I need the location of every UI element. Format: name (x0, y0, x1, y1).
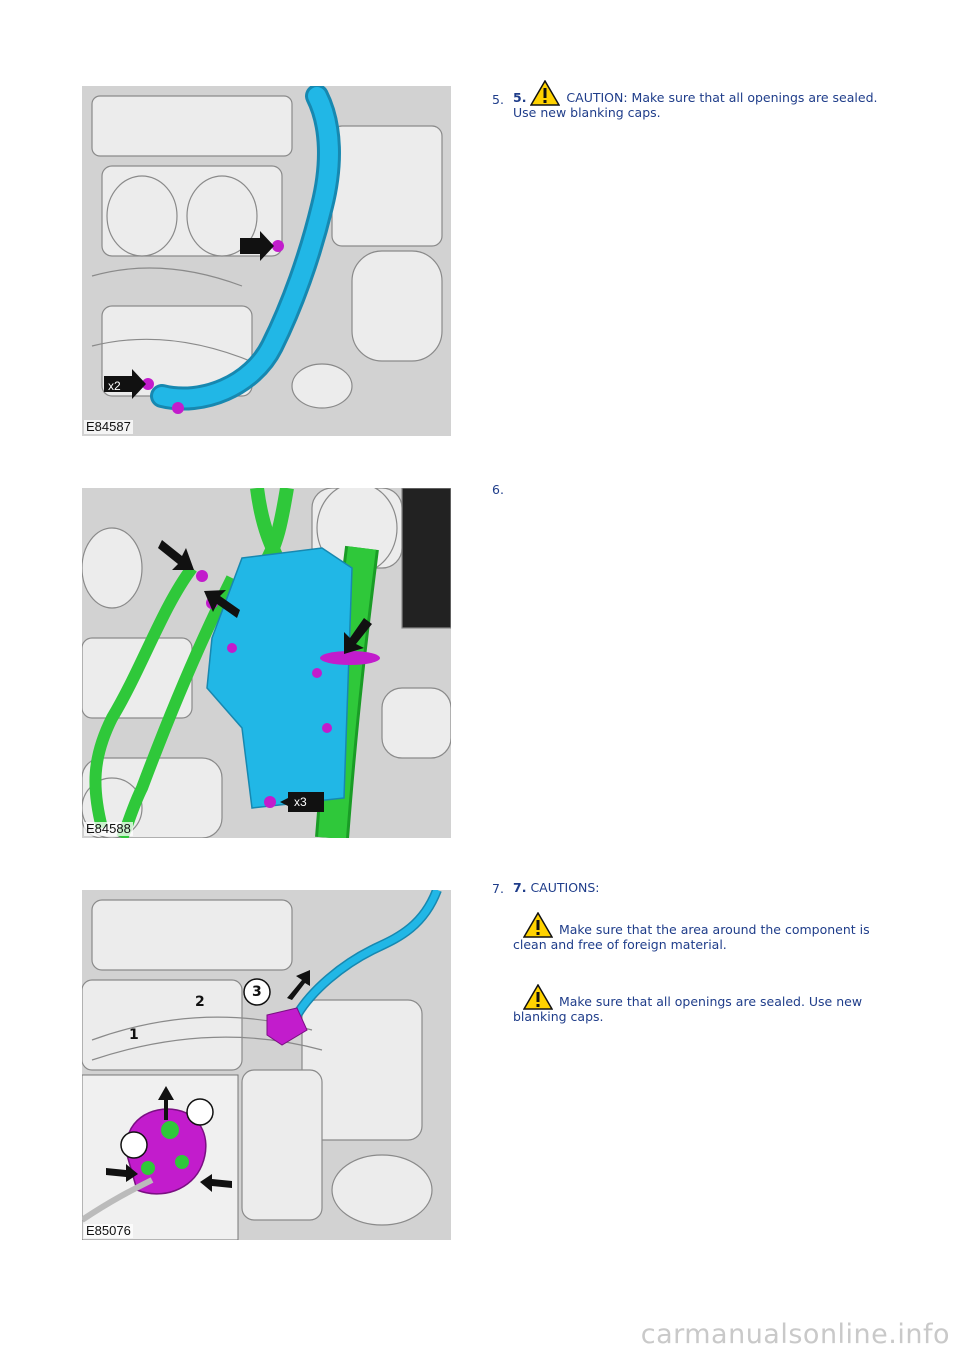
step-7-caution-2 (513, 984, 893, 1024)
engine-illustration-step7 (82, 890, 451, 1240)
step-7-caution-2-text: Make sure that all openings are sealed. Use new blanking caps. (513, 994, 863, 1024)
step-number-6: 6. (492, 482, 504, 497)
engine-illustration-step6 (82, 488, 451, 838)
figure-code: E85076 (86, 1223, 131, 1238)
callout-3: 3 (252, 984, 262, 1000)
callout-label: x3 (294, 795, 307, 809)
figure-code: E84587 (86, 419, 131, 434)
callout-1: 1 (129, 1027, 139, 1043)
warning-triangle-icon (523, 912, 553, 938)
figure-code: E84588 (86, 821, 131, 836)
step-number-7: 7. (492, 881, 504, 896)
step-5-bold-number: 5. (513, 90, 527, 105)
step-7-bold-number: 7. (513, 880, 527, 895)
callout-label: x2 (108, 379, 121, 393)
engine-illustration-step5 (82, 86, 451, 436)
step-7-caution-1-text: Make sure that the area around the component is clean and free of foreign material. (513, 922, 870, 952)
callout-2: 2 (195, 994, 205, 1010)
warning-triangle-icon (523, 984, 553, 1010)
step-7-heading-text: CAUTIONS: (530, 880, 600, 895)
warning-triangle-icon (530, 80, 560, 106)
figure-e84587 (82, 86, 451, 436)
step-5-caution-text: CAUTION: Make sure that all openings are sealed. Use new blanking caps. (513, 90, 878, 120)
step-7-heading (513, 881, 893, 895)
step-5-caution (513, 80, 893, 120)
watermark: carmanualsonline.info (640, 1319, 950, 1350)
step-7-caution-1 (513, 912, 893, 952)
step-number-5: 5. (492, 92, 504, 107)
figure-e84588 (82, 488, 451, 838)
figure-e85076 (82, 890, 451, 1240)
